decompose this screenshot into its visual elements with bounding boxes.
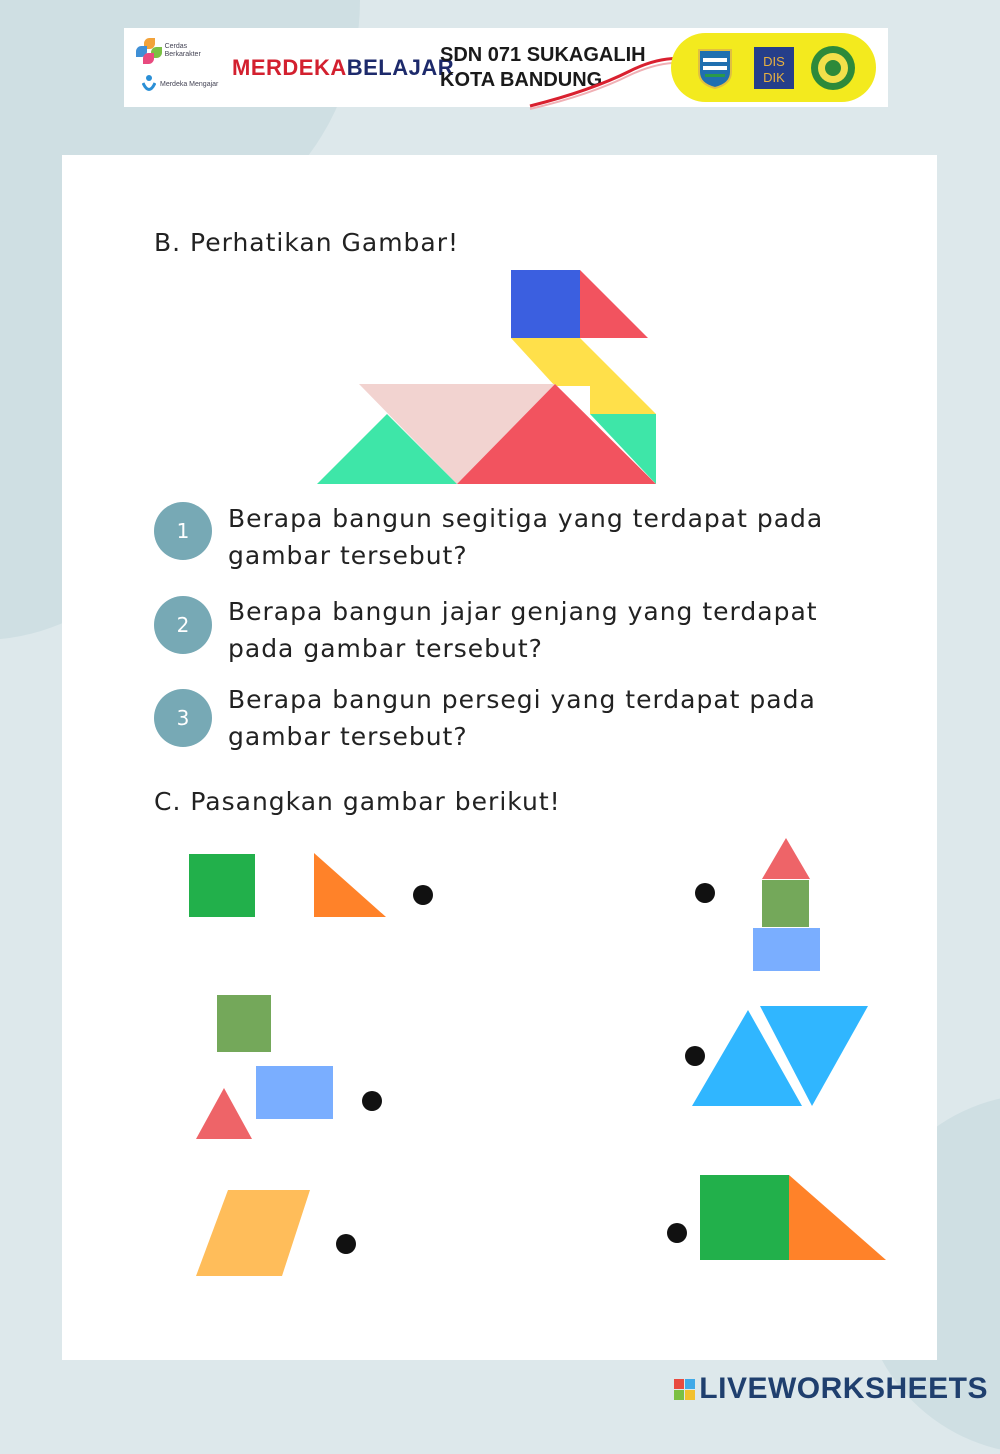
merdeka-belajar-logo bbox=[232, 54, 455, 81]
watermark-text: LIVEWORKSHEETS bbox=[699, 1372, 988, 1405]
disdik-logo-icon bbox=[751, 45, 797, 91]
merdeka-text: MERDEKA bbox=[232, 54, 347, 80]
liveworksheets-watermark[interactable] bbox=[674, 1372, 988, 1406]
question-2 bbox=[154, 593, 854, 673]
emblem-pill bbox=[671, 33, 876, 102]
flower-icon bbox=[136, 38, 161, 64]
svg-text:DIK: DIK bbox=[762, 69, 785, 85]
section-b-title: B. Perhatikan Gambar! bbox=[154, 228, 460, 257]
school-seal-icon bbox=[810, 45, 856, 91]
question-number-badge: 1 bbox=[154, 502, 212, 560]
section-c-title: C. Pasangkan gambar berikut! bbox=[154, 787, 561, 816]
belajar-text: BELAJAR bbox=[346, 54, 455, 80]
question-1 bbox=[154, 500, 854, 580]
logo-text: Merdeka Mengajar bbox=[160, 80, 219, 88]
header-banner bbox=[124, 28, 888, 107]
question-3 bbox=[154, 681, 854, 761]
svg-text:DIS: DIS bbox=[762, 53, 785, 69]
question-number-badge: 2 bbox=[154, 596, 212, 654]
school-name bbox=[440, 43, 670, 93]
question-number-badge: 3 bbox=[154, 689, 212, 747]
school-line-2: KOTA BANDUNG bbox=[440, 68, 603, 91]
question-text: Berapa bangun segitiga yang terdapat pada gambar tersebut? bbox=[228, 504, 824, 570]
kemdikbud-logos bbox=[136, 34, 222, 102]
school-line-1: SDN 071 SUKAGALIH bbox=[440, 43, 646, 66]
liveworksheets-logo-icon bbox=[674, 1379, 695, 1400]
question-text: Berapa bangun jajar genjang yang terdapat pada gambar tersebut? bbox=[228, 597, 818, 663]
logo-text: Cerdas Berkarakter bbox=[164, 42, 201, 58]
question-text: Berapa bangun persegi yang terdapat pada gambar tersebut? bbox=[228, 685, 816, 751]
bandung-emblem-icon bbox=[692, 45, 738, 91]
person-icon bbox=[142, 74, 156, 96]
